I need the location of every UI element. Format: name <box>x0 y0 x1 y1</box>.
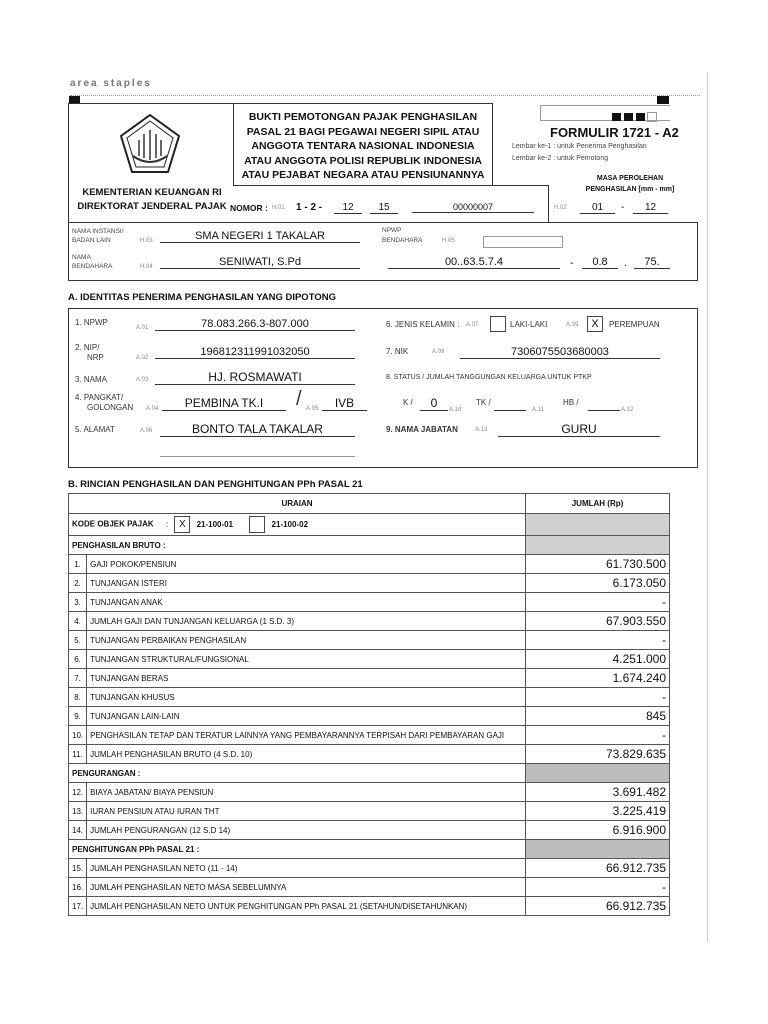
table-row <box>69 688 670 707</box>
status-label: 8. STATUS / JUMLAH TANGGUNGAN KELUARGA UNTUK PTKP <box>386 374 592 381</box>
row-number: 3. <box>69 593 87 612</box>
npwp-bendahara-code: H.05 <box>442 238 455 244</box>
jenis-kelamin-label: 6. JENIS KELAMIN : <box>386 320 460 329</box>
label-line: BENDAHARA <box>382 237 423 244</box>
label-line: NRP <box>87 353 104 362</box>
row-number: 8. <box>69 688 87 707</box>
table-row <box>69 783 670 802</box>
masa-to[interactable]: 12 <box>633 202 668 214</box>
row-label: JUMLAH PENGHASILAN NETO MASA SEBELUMNYA <box>87 878 526 897</box>
row-label: JUMLAH PENGHASILAN BRUTO (4 S.D. 10) <box>87 745 526 764</box>
row-amount: 1.674.240 <box>526 669 670 688</box>
income-table <box>68 493 670 916</box>
row-label: JUMLAH PENGHASILAN NETO UNTUK PENGHITUNGAN PPh PASAL 21 (SETAHUN/DISETAHUNKAN) <box>87 897 526 916</box>
nomor-sequence[interactable]: 00000007 <box>412 202 534 213</box>
form-mark <box>624 113 633 121</box>
table-row <box>69 859 670 878</box>
kode-2-checkbox[interactable] <box>249 516 265 533</box>
male-checkbox[interactable] <box>490 316 506 332</box>
row-number: 11. <box>69 745 87 764</box>
table-row <box>69 631 670 650</box>
nomor-label: NOMOR : <box>230 203 268 213</box>
dash: - <box>570 257 574 269</box>
row-amount: - <box>526 688 670 707</box>
nama-instansi-label <box>72 227 124 245</box>
area-staples-label: area staples <box>70 78 152 89</box>
table-row <box>69 593 670 612</box>
row-label: TUNJANGAN PERBAIKAN PENGHASILAN <box>87 631 526 650</box>
row-amount: 6.173.050 <box>526 574 670 593</box>
nip-field[interactable]: 196812311991032050 <box>155 346 355 359</box>
row-label: TUNJANGAN ISTERI <box>87 574 526 593</box>
slash: / <box>296 388 302 410</box>
section-a-title: A. IDENTITAS PENERIMA PENGHASILAN YANG DIPOTONG <box>68 292 336 303</box>
ministry-line: KEMENTERIAN KEUANGAN RI <box>82 187 222 198</box>
table-row <box>69 745 670 764</box>
npwp-bendahara-label <box>382 226 422 246</box>
row-label: TUNJANGAN BERAS <box>87 669 526 688</box>
alamat-line-2 <box>160 456 355 457</box>
table-row <box>69 897 670 916</box>
dot: . <box>624 257 628 269</box>
section-label: PENGURANGAN : <box>69 764 526 783</box>
nama-field[interactable]: HJ. ROSMAWATI <box>155 370 355 385</box>
label-line: NAMA INSTANSI/ <box>72 228 124 235</box>
table-row <box>69 802 670 821</box>
table-row <box>69 707 670 726</box>
row-number: 17. <box>69 897 87 916</box>
row-number: 12. <box>69 783 87 802</box>
col-uraian: URAIAN <box>69 494 526 514</box>
table-row <box>69 650 670 669</box>
form-number: FORMULIR 1721 - A2 <box>550 125 679 140</box>
row-amount: - <box>526 593 670 612</box>
masa-label-line: PENGHASILAN [mm - mm] <box>585 186 675 193</box>
nomor-month[interactable]: 12 <box>334 202 362 214</box>
alamat-label: 5. ALAMAT <box>75 425 115 434</box>
nomor-prefix: 1 - 2 - <box>296 202 323 213</box>
shaded-cell <box>526 764 670 783</box>
masa-code: H.02 <box>554 205 567 211</box>
row-amount: 73.829.635 <box>526 745 670 764</box>
shaded-cell <box>526 536 670 555</box>
row-amount: 3.225.419 <box>526 802 670 821</box>
row-label: PENGHASILAN TETAP DAN TERATUR LAINNYA YANG PEMBAYARANNYA TERPISAH DARI PEMBAYARAN GAJI <box>87 726 526 745</box>
table-row <box>69 574 670 593</box>
pangkat-field[interactable]: PEMBINA TK.I <box>162 396 286 411</box>
ministry-name <box>70 186 234 214</box>
alamat-value: BONTO TALA TAKALAR <box>192 422 323 436</box>
nip-label <box>75 343 104 363</box>
table-row <box>69 555 670 574</box>
directorate-line: DIREKTORAT JENDERAL PAJAK <box>77 201 227 212</box>
kode-2-label: 21-100-02 <box>271 519 309 529</box>
kode-1-label: 21-100-01 <box>196 519 234 529</box>
hb-label: HB / <box>563 398 579 407</box>
row-number: 5. <box>69 631 87 650</box>
row-amount: - <box>526 726 670 745</box>
row-label: JUMLAH GAJI DAN TUNJANGAN KELUARGA (1 S.D. 3) <box>87 612 526 631</box>
table-row <box>69 669 670 688</box>
jabatan-code: A.13 <box>475 427 488 433</box>
row-number: 10. <box>69 726 87 745</box>
row-amount: 4.251.000 <box>526 650 670 669</box>
section-b-title: B. RINCIAN PENGHASILAN DAN PENGHITUNGAN PPh PASAL 21 <box>68 479 363 490</box>
kode-objek-row <box>69 514 670 536</box>
row-number: 4. <box>69 612 87 631</box>
row-amount: 67.903.550 <box>526 612 670 631</box>
row-number: 15. <box>69 859 87 878</box>
masa-from[interactable]: 01 <box>580 202 615 214</box>
npwp-code: A.01 <box>136 325 149 331</box>
npwp-field[interactable]: 78.083.266.3-807.000 <box>155 318 355 331</box>
label-line: 4. PANGKAT/ <box>75 393 124 402</box>
row-number: 9. <box>69 707 87 726</box>
pangkat-code: A.04 <box>146 406 159 412</box>
title-line: BUKTI PEMOTONGAN PAJAK PENGHASILAN <box>248 111 478 123</box>
nik-label: 7. NIK <box>386 347 409 356</box>
golongan-code: A.05 <box>306 406 319 412</box>
k-label: K / <box>403 398 413 407</box>
row-label: JUMLAH PENGHASILAN NETO (11 - 14) <box>87 859 526 878</box>
masa-label <box>560 173 700 195</box>
lembar-2: Lembar ke-2 : untuk Pemotong <box>512 155 609 162</box>
tk-label: TK / <box>476 398 491 407</box>
row-label: TUNJANGAN LAIN-LAIN <box>87 707 526 726</box>
section-row <box>69 536 670 555</box>
kode-objek-label: KODE OBJEK PAJAK <box>72 519 154 529</box>
nama-code: A.03 <box>136 377 149 383</box>
row-number: 13. <box>69 802 87 821</box>
hb-code: A.12 <box>621 407 634 413</box>
nomor-code: H.01 <box>272 205 285 211</box>
shaded-cell <box>526 514 670 536</box>
npwp-branch-field[interactable]: 0.8 <box>582 256 618 269</box>
female-code: A.09 <box>566 322 579 328</box>
female-checkbox[interactable]: X <box>587 316 603 332</box>
section-row <box>69 840 670 859</box>
section-row <box>69 764 670 783</box>
k-code: A.10 <box>449 407 462 413</box>
jenis-kelamin-code: A.07 <box>466 322 479 328</box>
corner-mark <box>657 96 669 104</box>
alamat-field[interactable] <box>160 422 355 437</box>
label-line: GOLONGAN <box>87 403 134 412</box>
label-line: BADAN LAIN <box>72 237 111 244</box>
section-label: PENGHASILAN BRUTO : <box>69 536 526 555</box>
kode-objek-cell: KODE OBJEK PAJAK : X 21-100-01 21-100-02 <box>69 514 526 536</box>
row-label: TUNJANGAN KHUSUS <box>87 688 526 707</box>
row-label: IURAN PENSIUN ATAU IURAN THT <box>87 802 526 821</box>
row-amount: - <box>526 631 670 650</box>
row-amount: 3.691.482 <box>526 783 670 802</box>
table-header <box>69 494 670 514</box>
staple-line <box>70 95 700 96</box>
table-row <box>69 726 670 745</box>
row-number: 6. <box>69 650 87 669</box>
title-line: ATAU PEJABAT NEGARA ATAU PENSIUNANNYA <box>241 169 485 181</box>
npwp-blank-box <box>483 236 563 248</box>
male-label: LAKI-LAKI <box>510 320 548 329</box>
npwp-label: 1. NPWP <box>75 318 108 327</box>
alamat-code: A.06 <box>140 428 153 434</box>
nik-code: A.09 <box>432 349 445 355</box>
col-jumlah: JUMLAH (Rp) <box>526 494 670 514</box>
shaded-cell <box>526 840 670 859</box>
table-row <box>69 821 670 840</box>
nama-label: 3. NAMA <box>75 375 108 384</box>
nama-bendahara-code: H.04 <box>140 264 153 270</box>
label-line: 2. NIP/ <box>75 343 100 352</box>
section-label: PENGHITUNGAN PPh PASAL 21 : <box>69 840 526 859</box>
row-amount: 845 <box>526 707 670 726</box>
label-line: BENDAHARA <box>72 263 113 270</box>
row-label: BIAYA JABATAN/ BIAYA PENSIUN <box>87 783 526 802</box>
row-label: TUNJANGAN ANAK <box>87 593 526 612</box>
nik-field[interactable]: 7306075503680003 <box>460 346 660 359</box>
table-row <box>69 612 670 631</box>
tk-code: A.11 <box>532 407 544 413</box>
row-number: 1. <box>69 555 87 574</box>
female-label: PEREMPUAN <box>609 320 660 329</box>
hb-field[interactable] <box>588 410 620 411</box>
nama-bendahara-field[interactable]: SENIWATI, S.Pd <box>160 256 360 269</box>
label-line: NPWP <box>382 227 402 234</box>
row-amount: - <box>526 878 670 897</box>
row-amount: 6.916.900 <box>526 821 670 840</box>
section-a-box <box>68 308 698 468</box>
row-amount: 66.912.735 <box>526 897 670 916</box>
masa-dash: - <box>621 202 625 213</box>
title-line: PASAL 21 BAGI PEGAWAI NEGERI SIPIL ATAU <box>246 125 480 138</box>
page-edge <box>707 72 708 942</box>
nama-bendahara-label <box>72 253 112 271</box>
row-amount: 61.730.500 <box>526 555 670 574</box>
k-field[interactable]: 0 <box>420 396 448 411</box>
row-number: 16. <box>69 878 87 897</box>
jabatan-label: 9. NAMA JABATAN <box>386 425 458 434</box>
row-label: TUNJANGAN STRUKTURAL/FUNGSIONAL <box>87 650 526 669</box>
tk-field[interactable] <box>494 410 526 411</box>
label-line: NAMA <box>72 254 91 261</box>
nama-instansi-code: H.03 <box>140 238 153 244</box>
row-label: JUMLAH PENGURANGAN (12 S.D 14) <box>87 821 526 840</box>
form-mark <box>636 113 645 121</box>
npwp-bendahara-field[interactable]: 00..63.5.7.4 <box>388 256 560 269</box>
table-row <box>69 878 670 897</box>
npwp-suffix-field[interactable]: 75. <box>634 256 670 269</box>
row-number: 2. <box>69 574 87 593</box>
form-mark <box>612 113 621 121</box>
title-line: ATAU ANGGOTA POLISI REPUBLIK INDONESIA <box>244 154 482 167</box>
row-number: 14. <box>69 821 87 840</box>
lembar-1: Lembar ke-1 : untuk Penerima Penghasilan <box>512 143 647 150</box>
form-mark-empty <box>647 112 657 122</box>
golongan-field[interactable]: IVB <box>322 396 367 411</box>
title-line: ANGGOTA TENTARA NASIONAL INDONESIA <box>251 140 475 152</box>
kode-1-checkbox[interactable]: X <box>174 516 190 533</box>
nomor-year[interactable]: 15 <box>370 202 398 214</box>
ministry-logo-icon <box>117 112 183 183</box>
form-title <box>233 110 493 183</box>
jabatan-field[interactable]: GURU <box>498 422 660 437</box>
nama-instansi-field[interactable]: SMA NEGERI 1 TAKALAR <box>160 230 360 243</box>
row-amount: 66.912.735 <box>526 859 670 878</box>
masa-label-line: MASA PEROLEHAN <box>596 175 664 182</box>
nip-code: A.02 <box>136 355 149 361</box>
row-number: 7. <box>69 669 87 688</box>
row-label: GAJI POKOK/PENSIUN <box>87 555 526 574</box>
pangkat-label <box>75 393 133 413</box>
